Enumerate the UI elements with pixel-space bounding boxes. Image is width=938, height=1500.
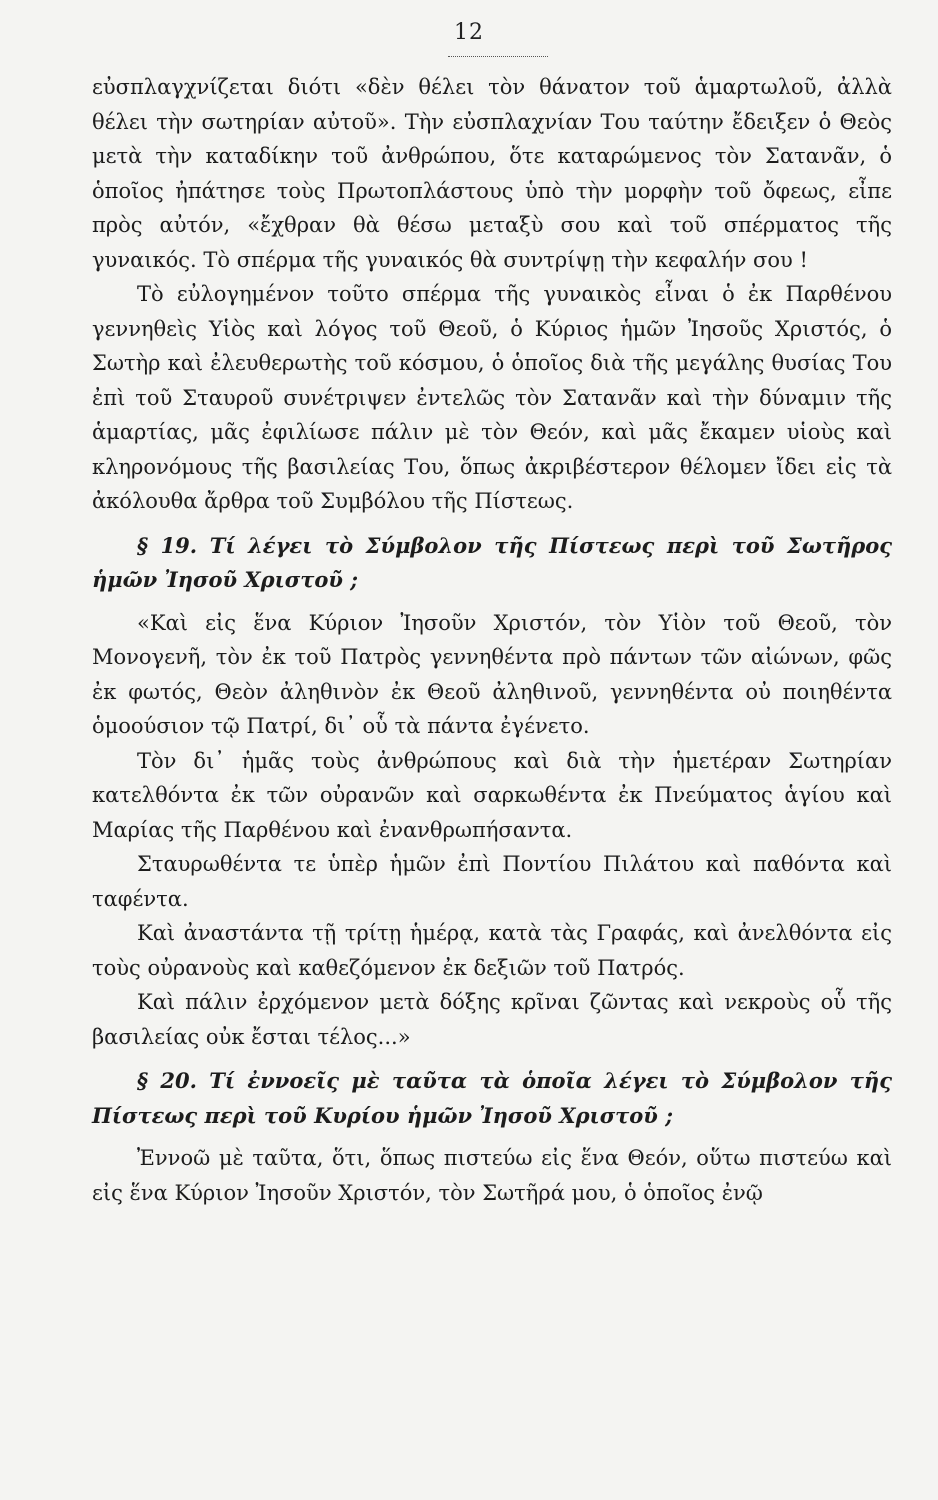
section-heading-20: § 20. Τί ἐννοεῖς μὲ ταῦτα τὰ ὁποῖα λέγει τὸ Σύμβολον τῆς Πίστεως περὶ τοῦ Κυρίου ἡμῶν Ἰησοῦ Χριστοῦ ; [92,1068,892,1128]
section-heading-19: § 19. Τί λέγει τὸ Σύμβολον τῆς Πίστεως περὶ τοῦ Σωτῆρος ἡμῶν Ἰησοῦ Χριστοῦ ; [92,532,892,592]
paragraph: Καὶ πάλιν ἐρχόμενον μετὰ δόξης κρῖναι ζῶντας καὶ νεκροὺς οὗ τῆς βασιλείας οὐκ ἔσται τέλος...» [92,990,892,1049]
paragraph: Καὶ ἀναστάντα τῇ τρίτῃ ἡμέρᾳ, κατὰ τὰς Γραφάς, καὶ ἀνελθόντα εἰς τοὺς οὐρανοὺς καὶ καθεζόμενον ἐκ δεξιῶν τοῦ Πατρός. [92,921,892,980]
paragraph: Ἐννοῶ μὲ ταῦτα, ὅτι, ὅπως πιστεύω εἰς ἕνα Θεόν, οὕτω πιστεύω καὶ εἰς ἕνα Κύριον Ἰησοῦν Χριστόν, τὸν Σωτῆρά μου, ὁ ὁποῖος ἐνῷ [92,1146,892,1205]
paragraph: «Καὶ εἰς ἕνα Κύριον Ἰησοῦν Χριστόν, τὸν Υἱὸν τοῦ Θεοῦ, τὸν Μονογενῆ, τὸν ἐκ τοῦ Πατρὸς γεννηθέντα πρὸ πάντων τῶν αἰώνων, φῶς ἐκ φωτός, Θεὸν ἀληθινὸν ἐκ Θεοῦ ἀληθινοῦ, γεννηθέντα οὐ ποιηθέντα ὁμοούσιον τῷ Πατρί, δι᾽ οὗ τὰ πάντα ἐγένετο. [92,610,892,738]
paragraph: Σταυρωθέντα τε ὑπὲρ ἡμῶν ἐπὶ Ποντίου Πιλάτου καὶ παθόντα καὶ ταφέντα. [92,852,892,911]
paragraph: Τὸν δι᾽ ἡμᾶς τοὺς ἀνθρώπους καὶ διὰ τὴν ἡμετέραν Σωτηρίαν κατελθόντα ἐκ τῶν οὐρανῶν καὶ σαρκωθέντα ἐκ Πνεύματος ἁγίου καὶ Μαρίας τῆς Παρθένου καὶ ἐνανθρωπήσαντα. [92,748,892,842]
paragraph-continuation: εὐσπλαγχνίζεται διότι «δὲν θέλει τὸν θάνατον τοῦ ἁμαρτωλοῦ, ἀλλὰ θέλει τὴν σωτηρίαν αὐτοῦ». Τὴν εὐσπλαχνίαν Του ταύτην ἔδειξεν ὁ Θεὸς μετὰ τὴν καταδίκην τοῦ ἀνθρώπου, ὅτε καταρώμενος τὸν Σατανᾶν, ὁ ὁποῖος ἠπάτησε τοὺς Πρωτοπλάστους ὑπὸ τὴν μορφὴν τοῦ ὄφεως, εἶπε πρὸς αὐτόν, «ἔχθραν θὰ θέσω μεταξὺ σου καὶ τοῦ σπέρματος τῆς γυναικός. Τὸ σπέρμα τῆς γυναικός θὰ συντρίψῃ τὴν κεφαλήν σου ! [92,75,892,272]
paragraph: Τὸ εὐλογημένον τοῦτο σπέρμα τῆς γυναικὸς εἶναι ὁ ἐκ Παρθένου γεννηθεὶς Υἱὸς καὶ λόγος τοῦ Θεοῦ, ὁ Κύριος ἡμῶν Ἰησοῦς Χριστός, ὁ Σωτὴρ καὶ ἐλευθερωτὴς τοῦ κόσμου, ὁ ὁποῖος διὰ τῆς μεγάλης θυσίας Του ἐπὶ τοῦ Σταυροῦ συνέτριψεν ἐντελῶς τὸν Σατανᾶν καὶ τὴν δύναμιν τῆς ἁμαρτίας, μᾶς ἐφιλίωσε πάλιν μὲ τὸν Θεόν, καὶ μᾶς ἔκαμεν υἱοὺς καὶ κληρονόμους τῆς βασιλείας Του, ὅπως ἀκριβέστερον θέλομεν ἴδει εἰς τὰ ἀκόλουθα ἄρθρα τοῦ Συμβόλου τῆς Πίστεως. [92,282,892,513]
page-body [92,70,892,1210]
header-rule [448,56,548,57]
page-number: 12 [454,20,484,45]
